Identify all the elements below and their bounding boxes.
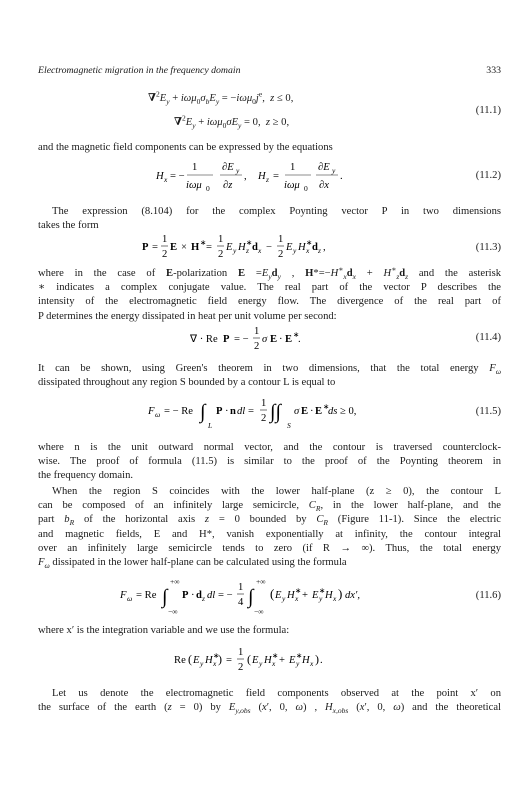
equation-number: (11.2): [475, 170, 501, 181]
svg-text:E: E: [270, 334, 278, 345]
paragraph-1: and the magnetic field components can be expressed by the equations: [38, 142, 333, 153]
svg-text:·: ·: [279, 334, 283, 345]
svg-text:ds: ds: [328, 406, 338, 417]
svg-text:·: ·: [191, 590, 195, 601]
paragraph-3: where in the case of E-polarization $E =E_yd_y$ , $H*=-H^∗_xd_x + H^∗_zd_z$ and the asterisk ∗ indicates a complex conjugate value. The real part of the vector P describes the intensity of the electromagnetic field energy flow. The divergence of the real part of P determines the energy dissipated in heat per unit volume per second:: [38, 264, 502, 322]
svg-text:σ: σ: [294, 406, 300, 417]
svg-text:∇ · Re: ∇ · Re: [190, 334, 218, 345]
svg-text:∗: ∗: [319, 586, 326, 595]
svg-text:∫∫: ∫∫: [270, 401, 281, 423]
equation-11-4: [38, 326, 501, 354]
svg-text:∗: ∗: [306, 238, 313, 247]
svg-text:1: 1: [192, 162, 198, 173]
svg-text:(: (: [247, 652, 251, 666]
svg-text:E: E: [226, 242, 233, 253]
svg-text:≥ 0,: ≥ 0,: [340, 406, 357, 417]
svg-text:dl: dl: [207, 590, 216, 601]
svg-text:·: ·: [310, 406, 314, 417]
svg-text:2: 2: [254, 341, 260, 352]
svg-text:d: d: [252, 242, 258, 253]
svg-text:x: x: [295, 594, 299, 603]
svg-text:iωμ: iωμ: [186, 180, 202, 191]
svg-text:1: 1: [278, 234, 284, 245]
svg-text:=: =: [248, 406, 254, 417]
equation-11-1-line-1: $\nabla^2E_y + i\omega\mu_0\sigma_bE_y = -i\omega\mu_0j^e$, z ≤ 0,: [148, 89, 294, 107]
svg-text:∫: ∫: [248, 586, 254, 608]
equation-11-5-body: [148, 392, 408, 437]
svg-text:F: F: [148, 406, 155, 417]
equation-11-1: [38, 89, 501, 136]
svg-text:dl: dl: [237, 406, 246, 417]
paragraph-4: It can be shown, using Green's theorem in two dimensions, that the total energy $F_\omega$ dissipated throughout any region S bounded by a contour L is equal to: [38, 363, 501, 389]
equation-number: (11.4): [475, 332, 501, 343]
svg-text:H: H: [325, 590, 333, 601]
svg-text:n: n: [230, 406, 236, 417]
running-title: Electromagnetic migration in the frequency domain: [38, 65, 241, 76]
svg-text:y: y: [282, 594, 286, 603]
svg-text:): ): [338, 586, 343, 601]
svg-text:∗: ∗: [293, 330, 300, 339]
equation-11-6-body: [120, 574, 440, 623]
equation-11-5: [38, 392, 501, 432]
svg-text:1: 1: [238, 582, 244, 593]
svg-text:= −: = −: [218, 590, 233, 601]
svg-text:P: P: [182, 590, 189, 601]
svg-text:.: .: [320, 655, 323, 666]
svg-text:x: x: [310, 659, 314, 668]
svg-text:): ): [315, 652, 319, 666]
svg-text:−: −: [266, 242, 272, 253]
svg-text:y: y: [293, 246, 297, 255]
svg-text:·: ·: [225, 406, 229, 417]
svg-text:ω: ω: [127, 594, 133, 603]
svg-text:x: x: [213, 659, 217, 668]
svg-text:x: x: [272, 659, 276, 668]
svg-text:2: 2: [261, 413, 267, 424]
svg-text:H: H: [302, 655, 310, 666]
svg-text:=: =: [226, 655, 232, 666]
svg-text:4: 4: [238, 597, 244, 608]
equation-11-6: [38, 574, 501, 618]
svg-text:x: x: [306, 246, 310, 255]
svg-text:+: +: [279, 655, 285, 666]
equation-11-4-body: [190, 326, 390, 359]
svg-text:Re: Re: [174, 655, 186, 666]
svg-text:L: L: [208, 421, 213, 430]
equation-11-1-line-2: $\nabla^2E_y + i\omega\mu_0\sigma E_y = 0$, z ≥ 0,: [174, 113, 290, 131]
svg-text:0: 0: [304, 184, 308, 193]
svg-text:P: P: [216, 406, 223, 417]
equation-re-identity-body: [174, 645, 394, 682]
paragraph-6: When the region S coincides with the lower half-plane (z ≥ 0), the contour L can be composed of an infinitely large semicircle, $C_R$, in the lower half-plane, and the part $b_R$ of the horizontal axis z = 0 bounded by $C_R$ (Figure 11-1). Since the electric and magnetic fields, E and H*, vanish exponentially at infinity, the contour integral over an infinitely large semicircle tends to zero (if R → ∞). Thus, the total energy $F_\omega$ dissipated in the lower half-plane can be calculated using the formula: [38, 486, 502, 571]
svg-text:0: 0: [206, 184, 210, 193]
svg-text:x: x: [164, 175, 168, 184]
equation-number: (11.5): [475, 406, 501, 417]
svg-text:d: d: [196, 590, 202, 601]
equation-11-3-body: [142, 232, 442, 269]
svg-text:∫: ∫: [200, 401, 206, 423]
svg-text:z: z: [318, 246, 321, 255]
svg-text:E: E: [289, 655, 296, 666]
svg-text:σ: σ: [262, 334, 268, 345]
svg-text:×: ×: [181, 242, 187, 253]
svg-text:1: 1: [162, 234, 168, 245]
svg-text:H: H: [264, 655, 272, 666]
svg-text:x: x: [333, 594, 337, 603]
svg-text:+∞: +∞: [170, 577, 180, 586]
equation-number: (11.1): [475, 105, 501, 116]
svg-text:iωμ: iωμ: [284, 180, 300, 191]
svg-text:F: F: [120, 590, 127, 601]
svg-text:1: 1: [290, 162, 296, 173]
svg-text:y: y: [319, 594, 323, 603]
svg-text:dx′,: dx′,: [345, 590, 360, 601]
equation-number: (11.3): [475, 242, 501, 253]
svg-text:E: E: [275, 590, 282, 601]
svg-text:∗: ∗: [200, 238, 207, 247]
equation-number: (11.6): [475, 590, 501, 601]
svg-text:E: E: [286, 242, 293, 253]
svg-text:= Re: = Re: [136, 590, 157, 601]
svg-text:∗: ∗: [295, 586, 302, 595]
svg-text:∗: ∗: [296, 651, 303, 660]
svg-text:−∞: −∞: [254, 607, 264, 616]
svg-text:−∞: −∞: [168, 607, 178, 616]
equation-re-identity: [38, 645, 501, 677]
svg-text:E: E: [312, 590, 319, 601]
svg-text:E: E: [315, 406, 323, 417]
svg-text:x: x: [258, 246, 262, 255]
svg-text:∂z: ∂z: [223, 180, 233, 191]
svg-text:∫: ∫: [162, 586, 168, 608]
equation-11-2-body: [156, 158, 456, 199]
svg-text:z: z: [202, 594, 205, 603]
svg-text:H: H: [287, 590, 295, 601]
svg-text:y: y: [200, 659, 204, 668]
svg-text:1: 1: [254, 326, 260, 337]
svg-text:E: E: [170, 242, 178, 253]
svg-text:y: y: [236, 166, 240, 175]
svg-text:H: H: [258, 171, 266, 182]
svg-text:+∞: +∞: [256, 577, 266, 586]
paragraph-5: where n is the unit outward normal vector, and the contour is traversed counterclock- wise. The proof of formula (11.5) is similar to the proof of the Poynting theorem in the frequency domain.: [38, 442, 501, 482]
svg-text:1: 1: [261, 398, 267, 409]
svg-text:E: E: [193, 655, 200, 666]
svg-text:2: 2: [238, 662, 244, 673]
svg-text:= −: = −: [234, 334, 249, 345]
svg-text:= − Re: = − Re: [164, 406, 194, 417]
svg-text:1: 1: [218, 234, 224, 245]
svg-text:+: +: [302, 590, 308, 601]
paragraph-7: where x′ is the integration variable and we use the formula:: [38, 625, 290, 636]
svg-text:= −: = −: [170, 171, 185, 182]
svg-text:H: H: [298, 242, 306, 253]
svg-text:H: H: [156, 171, 164, 182]
svg-text:=: =: [273, 171, 279, 182]
svg-text:z: z: [246, 246, 249, 255]
paragraph-8: Let us denote the electromagnetic field components observed at the point x′ on the surface of the earth (z = 0) by $E_{y,obs}$ (x′, 0, ω) , $H_{x,obs}$ (x′, 0, ω) and the theoretical: [38, 688, 501, 716]
svg-text:2: 2: [278, 249, 284, 260]
svg-text:∗: ∗: [246, 238, 253, 247]
svg-text:y: y: [259, 659, 263, 668]
svg-text:∗: ∗: [213, 651, 220, 660]
svg-text:(: (: [270, 586, 275, 601]
svg-text:∗: ∗: [272, 651, 279, 660]
svg-text:2: 2: [162, 249, 168, 260]
svg-text:y: y: [233, 246, 237, 255]
svg-text:∂E: ∂E: [222, 162, 234, 173]
svg-text:,: ,: [244, 171, 247, 182]
svg-text:=: =: [152, 242, 158, 253]
svg-text:2: 2: [218, 249, 224, 260]
svg-text:ω: ω: [155, 410, 161, 419]
svg-text:.: .: [298, 334, 301, 345]
svg-text:y: y: [332, 166, 336, 175]
svg-text:y: y: [296, 659, 300, 668]
svg-text:1: 1: [238, 647, 244, 658]
svg-text:P: P: [142, 242, 149, 253]
svg-text:E: E: [252, 655, 259, 666]
svg-text:d: d: [312, 242, 318, 253]
svg-text:z: z: [266, 175, 269, 184]
svg-text:,: ,: [323, 242, 326, 253]
svg-text:=: =: [206, 242, 212, 253]
svg-text:.: .: [340, 171, 343, 182]
svg-text:H: H: [205, 655, 213, 666]
paragraph-2: The expression (8.104) for the complex Poynting vector P in two dimensions takes the form: [38, 206, 501, 232]
svg-text:E: E: [301, 406, 309, 417]
svg-text:(: (: [188, 652, 192, 666]
equation-11-3: [38, 232, 501, 264]
svg-text:∂E: ∂E: [318, 162, 330, 173]
svg-text:H: H: [238, 242, 246, 253]
svg-text:): ): [218, 652, 222, 666]
svg-text:H: H: [191, 242, 200, 253]
page-header: [38, 64, 501, 78]
page-number: 333: [486, 65, 501, 76]
svg-text:∗: ∗: [323, 402, 330, 411]
svg-text:P: P: [223, 334, 230, 345]
equation-11-2: [38, 158, 501, 194]
svg-text:S: S: [287, 421, 291, 430]
svg-text:∂x: ∂x: [319, 180, 329, 191]
svg-text:E: E: [285, 334, 293, 345]
